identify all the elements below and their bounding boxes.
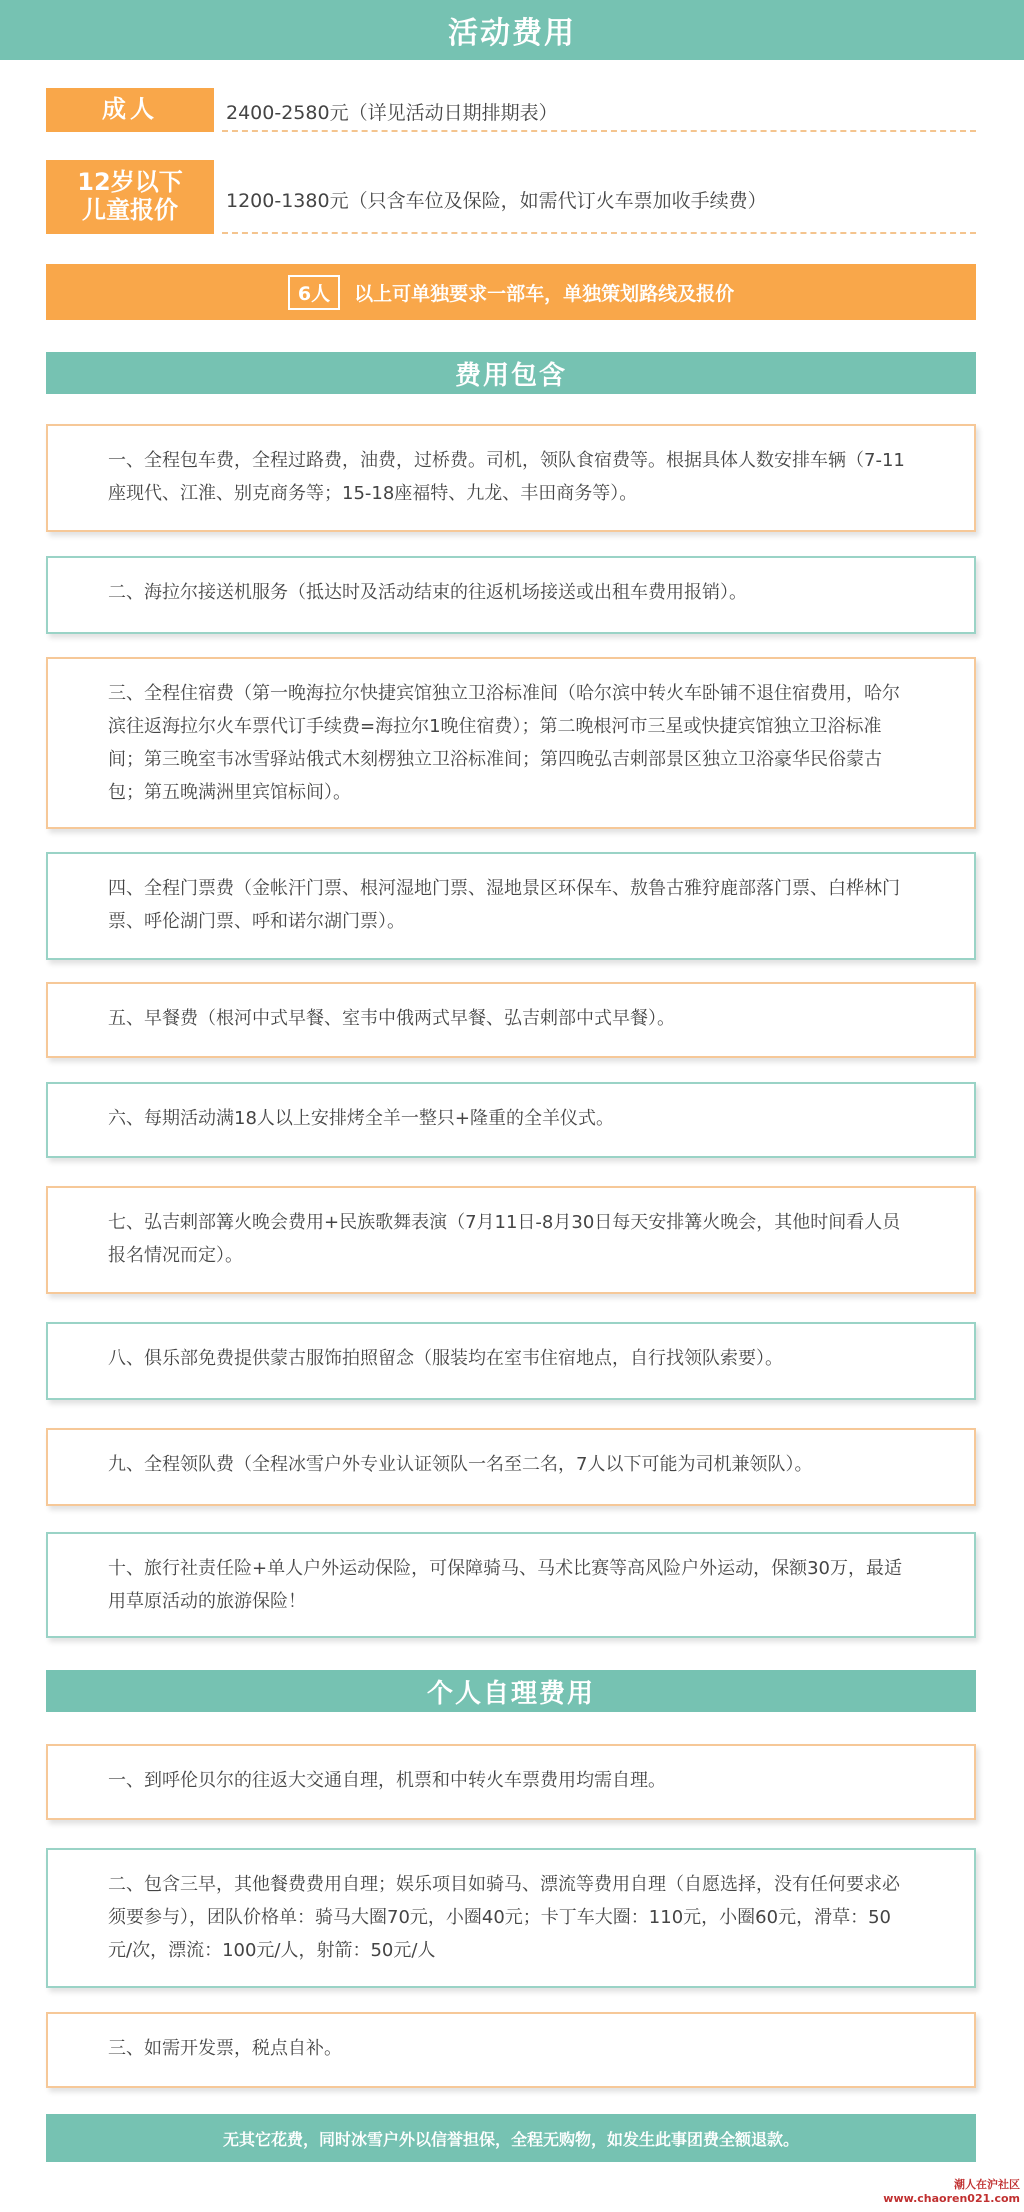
included-item-text: 五、早餐费（根河中式早餐、室韦中俄两式早餐、弘吉剌部中式早餐）。 — [108, 1008, 675, 1029]
included-item-1 — [46, 424, 976, 532]
price-label-child-line1: 12岁以下 — [77, 168, 183, 197]
watermark-line1: 潮人在沪社区 — [954, 2178, 1020, 2191]
price-label-child — [46, 160, 214, 234]
divider — [222, 232, 976, 234]
watermark-line2: www.chaoren021.com — [883, 2192, 1020, 2205]
self-paid-item-text: 一、到呼伦贝尔的往返大交通自理，机票和中转火车票费用均需自理。 — [108, 1770, 666, 1791]
included-item-text: 一、全程包车费，全程过路费，油费，过桥费。司机，领队食宿费等。根据具体人数安排车辆（7-11座现代、江淮、别克商务等；15-18座福特、九龙、丰田商务等）。 — [108, 450, 905, 504]
self-paid-item-text: 三、如需开发票，税点自补。 — [108, 2038, 342, 2059]
included-item-7 — [46, 1186, 976, 1294]
page-title-banner — [0, 0, 1024, 60]
included-item-text: 十、旅行社责任险+单人户外运动保险，可保障骑马、马术比赛等高风险户外运动，保额30万，最适用草原活动的旅游保险！ — [108, 1558, 902, 1612]
group-notice-text: 以上可单独要求一部车，单独策划路线及报价 — [354, 282, 735, 305]
section-header-self-paid — [46, 1670, 976, 1712]
self-paid-item-2 — [46, 1848, 976, 1988]
included-item-text: 七、弘吉剌部篝火晚会费用+民族歌舞表演（7月11日-8月30日每天安排篝火晚会，其他时间看人员报名情况而定）。 — [108, 1212, 901, 1266]
price-value-child: 1200-1380元（只含车位及保险，如需代订火车票加收手续费） — [226, 190, 767, 212]
included-item-5 — [46, 982, 976, 1058]
price-row-child — [46, 160, 976, 234]
group-count-box: 6人 — [288, 275, 340, 310]
included-item-10 — [46, 1532, 976, 1638]
price-label-adult: 成人 — [46, 88, 214, 132]
price-value-adult: 2400-2580元（详见活动日期排期表） — [226, 102, 558, 124]
included-item-3 — [46, 657, 976, 829]
self-paid-item-1 — [46, 1744, 976, 1820]
footer-note: 无其它花费，同时冰雪户外以信誉担保，全程无购物，如发生此事团费全额退款。 — [222, 2129, 799, 2149]
included-item-text: 八、俱乐部免费提供蒙古服饰拍照留念（服装均在室韦住宿地点，自行找领队索要）。 — [108, 1348, 783, 1369]
included-item-6 — [46, 1082, 976, 1158]
included-item-text: 三、全程住宿费（第一晚海拉尔快捷宾馆独立卫浴标准间（哈尔滨中转火车卧铺不退住宿费用，哈尔滨往返海拉尔火车票代订手续费=海拉尔1晚住宿费）；第二晚根河市三星或快捷宾馆独立卫浴标准间；第三晚室韦冰雪驿站俄式木刻楞独立卫浴标准间；第四晚弘吉剌部景区独立卫浴豪华民俗蒙古包；第五晚满洲里宾馆标间）。 — [108, 683, 900, 803]
self-paid-item-text: 二、包含三早，其他餐费费用自理；娱乐项目如骑马、漂流等费用自理（自愿选择，没有任何要求必须要参与），团队价格单：骑马大圈70元，小圈40元；卡丁车大圈：110元，小圈60元，滑草：50元/次，漂流：100元/人，射箭：50元/人 — [108, 1874, 900, 1961]
site-watermark — [883, 2178, 1020, 2206]
included-item-2 — [46, 556, 976, 634]
divider — [222, 130, 976, 132]
included-item-8 — [46, 1322, 976, 1400]
section-title-included: 费用包含 — [454, 360, 567, 391]
included-item-9 — [46, 1428, 976, 1506]
footer-guarantee-bar — [46, 2114, 976, 2162]
section-header-included — [46, 352, 976, 394]
self-paid-item-3 — [46, 2012, 976, 2088]
included-item-text: 二、海拉尔接送机服务（抵达时及活动结束的往返机场接送或出租车费用报销）。 — [108, 582, 747, 603]
included-item-text: 九、全程领队费（全程冰雪户外专业认证领队一名至二名，7人以下可能为司机兼领队）。 — [108, 1454, 813, 1475]
included-item-4 — [46, 852, 976, 960]
price-label-child-line2: 儿童报价 — [82, 196, 178, 224]
price-row-adult — [46, 88, 976, 132]
included-item-text: 四、全程门票费（金帐汗门票、根河湿地门票、湿地景区环保车、敖鲁古雅狩鹿部落门票、白桦林门票、呼伦湖门票、呼和诺尔湖门票）。 — [108, 878, 900, 932]
section-title-self-paid: 个人自理费用 — [426, 1678, 595, 1709]
included-item-text: 六、每期活动满18人以上安排烤全羊一整只+隆重的全羊仪式。 — [108, 1108, 614, 1129]
page-title: 活动费用 — [448, 16, 576, 51]
group-notice-bar — [46, 264, 976, 320]
